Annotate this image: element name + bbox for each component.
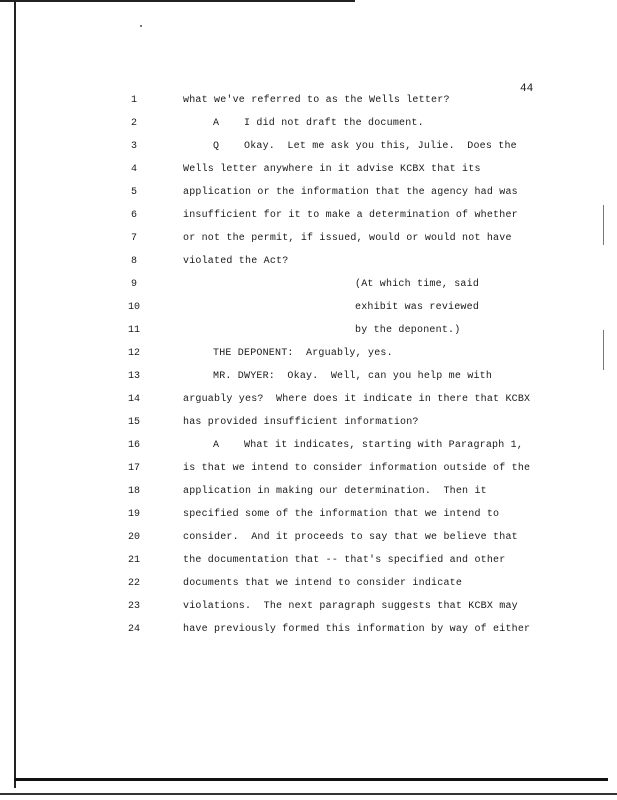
transcript-line	[0, 532, 617, 546]
line-text: documents that we intend to consider indicate	[183, 578, 463, 589]
line-text: (At which time, said	[355, 279, 480, 290]
page-border-bottom-outer	[0, 793, 617, 795]
line-text: or not the permit, if issued, would or would not have	[183, 233, 512, 244]
transcript-line	[0, 348, 617, 362]
transcript-line	[0, 187, 617, 201]
line-number: 21	[127, 555, 140, 566]
line-text: by the deponent.)	[355, 325, 461, 336]
line-text: the documentation that -- that's specified and other	[183, 555, 506, 566]
line-number: 4	[130, 164, 137, 175]
line-text: Wells letter anywhere in it advise KCBX that its	[183, 164, 481, 175]
transcript-line	[0, 417, 617, 431]
line-text: consider. And it proceeds to say that we believe that	[183, 532, 518, 543]
line-number: 3	[130, 141, 137, 152]
transcript-line	[0, 624, 617, 638]
transcript-line	[0, 509, 617, 523]
line-text: is that we intend to consider information outside of the	[183, 463, 531, 474]
transcript-line	[0, 440, 617, 454]
line-text: application or the information that the agency had was	[183, 187, 518, 198]
transcript-line	[0, 95, 617, 109]
line-number: 22	[127, 578, 140, 589]
line-number: 17	[127, 463, 140, 474]
transcript-line	[0, 256, 617, 270]
page-border-top	[0, 0, 355, 2]
line-number: 14	[127, 394, 140, 405]
transcript-line	[0, 141, 617, 155]
line-text: exhibit was reviewed	[355, 302, 480, 313]
transcript-line	[0, 486, 617, 500]
transcript-line	[0, 279, 617, 293]
page-border-bottom	[14, 778, 608, 781]
line-number: 11	[127, 325, 140, 336]
transcript-line	[0, 233, 617, 247]
line-number: 16	[127, 440, 140, 451]
line-text: MR. DWYER: Okay. Well, can you help me with	[213, 371, 493, 382]
line-text: have previously formed this information by way of either	[183, 624, 531, 635]
line-number: 2	[130, 118, 137, 129]
line-number: 10	[127, 302, 140, 313]
transcript-line	[0, 302, 617, 316]
line-number: 20	[127, 532, 140, 543]
transcript-line	[0, 118, 617, 132]
line-text: insufficient for it to make a determination of whether	[183, 210, 518, 221]
line-number: 9	[130, 279, 137, 290]
line-number: 12	[127, 348, 140, 359]
line-text: has provided insufficient information?	[183, 417, 419, 428]
line-text: violated the Act?	[183, 256, 289, 267]
transcript-line	[0, 463, 617, 477]
line-number: 6	[130, 210, 137, 221]
transcript-line	[0, 325, 617, 339]
line-number: 7	[130, 233, 137, 244]
scan-speck	[140, 25, 142, 27]
line-number: 8	[130, 256, 137, 267]
transcript-line	[0, 578, 617, 592]
line-number: 13	[127, 371, 140, 382]
page-number: 44	[520, 83, 534, 95]
line-text: application in making our determination. Then it	[183, 486, 487, 497]
line-number: 15	[127, 417, 140, 428]
transcript-line	[0, 164, 617, 178]
transcript-line	[0, 601, 617, 615]
line-number: 23	[127, 601, 140, 612]
line-text: A I did not draft the document.	[213, 118, 424, 129]
line-number: 18	[127, 486, 140, 497]
transcript-line	[0, 371, 617, 385]
transcript-line	[0, 210, 617, 224]
line-number: 1	[130, 95, 137, 106]
line-text: violations. The next paragraph suggests that KCBX may	[183, 601, 518, 612]
line-number: 19	[127, 509, 140, 520]
line-text: what we've referred to as the Wells letter?	[183, 95, 450, 106]
transcript-line	[0, 394, 617, 408]
line-text: arguably yes? Where does it indicate in there that KCBX	[183, 394, 531, 405]
transcript-line	[0, 555, 617, 569]
line-number: 24	[127, 624, 140, 635]
line-text: A What it indicates, starting with Paragraph 1,	[213, 440, 524, 451]
line-text: Q Okay. Let me ask you this, Julie. Does the	[213, 141, 517, 152]
line-text: THE DEPONENT: Arguably, yes.	[213, 348, 393, 359]
line-text: specified some of the information that we intend to	[183, 509, 500, 520]
line-number: 5	[130, 187, 137, 198]
